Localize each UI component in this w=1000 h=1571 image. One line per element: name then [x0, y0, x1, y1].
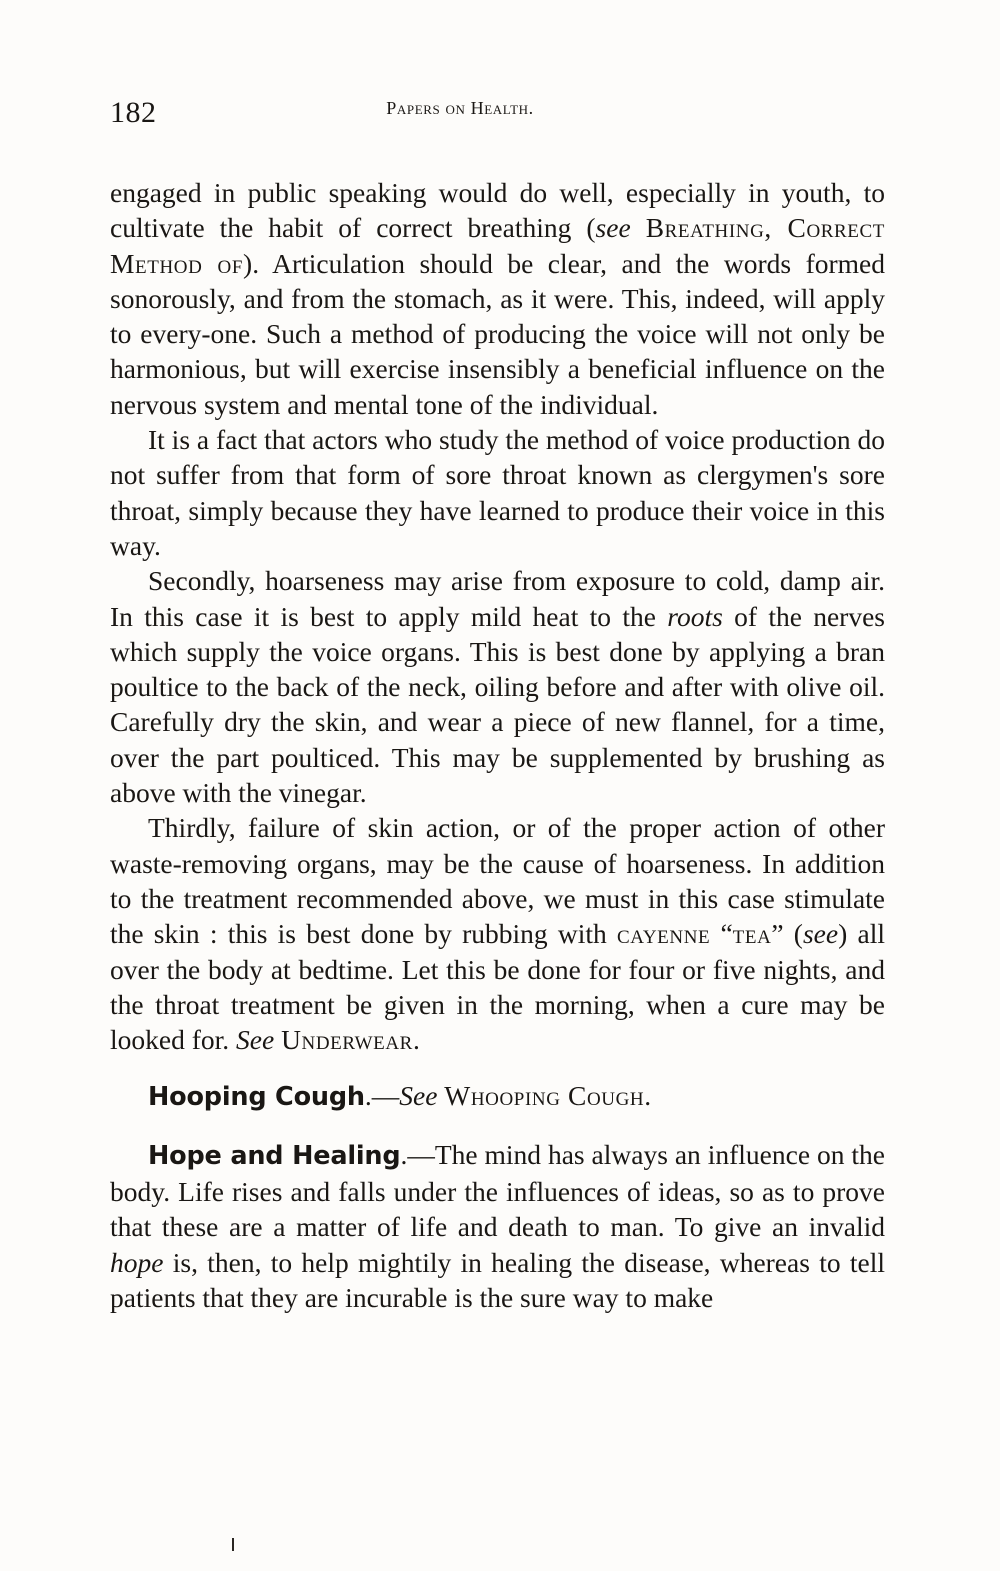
running-title: Papers on Health.	[386, 98, 534, 118]
smallcaps-run: tea	[732, 918, 772, 950]
italic-run: see	[802, 918, 839, 950]
page-number: 182	[110, 96, 157, 129]
paragraph	[110, 810, 885, 1057]
text-column	[110, 175, 885, 1315]
dictionary-entry	[110, 1137, 885, 1315]
smallcaps-run: cayenne	[617, 918, 711, 950]
text-run: is, then, to help mightily in healing the disease, whereas to tell patients that they are incurable is the sure way to make	[110, 1246, 885, 1313]
text-run: ). Articulation should be clear, and the words formed sonorously, and from the stomach, as it were. This, indeed, will apply to every-one. Such a method of producing the voice will not only be harmonious, but will exercise insensibly a beneficial influence on the nervous system and mental tone of the individual.	[110, 247, 886, 420]
text-run: .	[644, 1080, 652, 1112]
italic-run: See	[399, 1080, 438, 1112]
entry-title: Hope and Healing	[148, 1140, 401, 1171]
paragraph	[110, 422, 885, 563]
text-run: “	[710, 918, 733, 950]
dictionary-entry	[110, 1078, 885, 1115]
entry-title: Hooping Cough	[148, 1082, 365, 1113]
text-run: Thirdly, failure of skin action, or of the proper action of other waste-removing organs, may be the cause of hoarseness. In addition to the treatment recommended above, we must in this case stimulate the skin : this is best done by rubbing with	[110, 812, 885, 950]
smallcaps-run: Whooping Cough	[444, 1080, 645, 1112]
text-run: Secondly, hoarseness may arise from exposure to cold, damp air. In this case it is best to apply mild heat to the	[110, 565, 885, 632]
text-run: It is a fact that actors who study the method of voice production do not suffer from that form of sore throat known as clergymen's sore throat, simply because they have learned to produce their voice in this way.	[110, 424, 885, 561]
italic-run: See	[236, 1024, 275, 1056]
text-run: ) all over the body at bedtime. Let this be done for four or five nights, and the throat treatment be given in the morning, when a cure may be looked for.	[110, 918, 885, 1056]
page-header	[110, 96, 890, 140]
text-run: .—	[364, 1080, 400, 1112]
smallcaps-run: Breathing, Correct Method of	[110, 212, 885, 279]
page-tick-mark	[232, 1538, 234, 1551]
text-run: .	[412, 1024, 420, 1056]
text-run: .—The mind has always an influence on the body. Life rises and falls under the influences of ideas, so as to prove that these are a matter of life and death to man. To give an invalid	[110, 1138, 886, 1243]
paragraph	[110, 175, 885, 422]
text-run	[631, 212, 646, 243]
text-run: engaged in public speaking would do well, especially in youth, to cultivate the habit of correct breathing (	[110, 177, 885, 244]
italic-run: hope	[110, 1246, 164, 1278]
paragraph	[110, 563, 885, 810]
italic-run: see	[595, 212, 631, 244]
text-run: of the nerves which supply the voice organs. This is best done by applying a bran poultice to the back of the neck, oiling before and after with olive oil. Carefully dry the skin, and wear a piece of new flannel, for a time, over the part poulticed. This may be supplemented by brushing as above with the vinegar.	[110, 600, 885, 809]
italic-run: roots	[667, 600, 723, 632]
smallcaps-run: Underwear	[281, 1024, 413, 1056]
text-run: ” (	[771, 918, 803, 950]
